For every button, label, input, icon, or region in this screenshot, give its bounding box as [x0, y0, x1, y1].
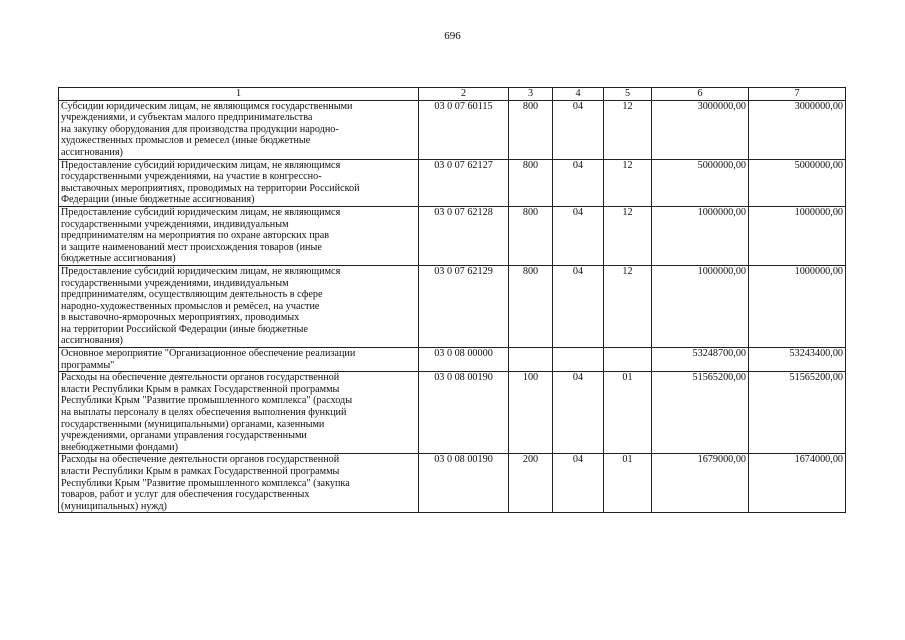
description-line: ассигнования) — [61, 146, 123, 158]
column-header: 5 — [604, 88, 652, 101]
amount-year-2: 1000000,00 — [749, 265, 846, 347]
description-line: выставочных мероприятиях, проводимых на территории Российской — [61, 182, 360, 194]
expense-type-code: 100 — [509, 372, 553, 454]
page-number: 696 — [444, 30, 461, 42]
description-line: власти Республики Крым в рамках Государственной программы — [61, 466, 340, 477]
subsection-code: 01 — [604, 372, 652, 454]
section-code: 04 — [553, 454, 604, 513]
target-article-code: 03 0 07 62128 — [419, 206, 509, 265]
row-description — [59, 265, 419, 347]
amount-year-1: 53248700,00 — [652, 348, 749, 372]
description-line: внебюджетными фондами) — [61, 441, 179, 453]
description-line: власти Республики Крым в рамках Государственной программы — [61, 383, 340, 395]
section-code: 04 — [553, 265, 604, 347]
row-description — [59, 159, 419, 206]
description-line: Республики Крым "Развитие промышленного комплекса" (расходы — [61, 395, 353, 407]
target-article-code: 03 0 08 00000 — [419, 348, 509, 372]
amount-year-1: 1000000,00 — [652, 265, 749, 347]
section-code: 04 — [553, 159, 604, 206]
table-row — [59, 206, 846, 265]
row-description — [59, 206, 419, 265]
amount-year-2: 3000000,00 — [749, 100, 846, 159]
description-line: Расходы на обеспечение деятельности органов государственной — [61, 454, 340, 466]
table-row — [59, 454, 846, 513]
row-description — [59, 100, 419, 159]
expense-type-code: 800 — [509, 206, 553, 265]
table-row — [59, 100, 846, 159]
section-code — [553, 348, 604, 372]
amount-year-1: 51565200,00 — [652, 372, 749, 454]
column-header: 7 — [749, 88, 846, 101]
description-line: бюджетные ассигнования) — [61, 253, 176, 265]
amount-year-1: 1679000,00 — [652, 454, 749, 513]
description-line: Республики Крым "Развитие промышленного комплекса" (закупка — [61, 477, 350, 489]
description-line: государственными учреждениями, индивидуальным — [61, 277, 289, 289]
table-body — [59, 100, 846, 513]
description-line: Субсидии юридическим лицам, не являющимся государственными — [61, 100, 353, 112]
description-line: на территории Российской Федерации (иные бюджетные — [61, 323, 308, 335]
column-header: 2 — [419, 88, 509, 101]
description-line: Предоставление субсидий юридическим лицам, не являющимся — [61, 159, 341, 171]
column-header: 1 — [59, 88, 419, 101]
expense-type-code: 800 — [509, 265, 553, 347]
amount-year-1: 1000000,00 — [652, 206, 749, 265]
expense-type-code: 800 — [509, 100, 553, 159]
expense-type-code: 200 — [509, 454, 553, 513]
section-code: 04 — [553, 206, 604, 265]
subsection-code — [604, 348, 652, 372]
amount-year-2: 5000000,00 — [749, 159, 846, 206]
description-line: на закупку оборудования для производства продукции народно- — [61, 123, 339, 135]
table-header — [59, 88, 846, 101]
target-article-code: 03 0 07 60115 — [419, 100, 509, 159]
description-line: Федерации (иные бюджетные ассигнования) — [61, 194, 255, 206]
column-header: 3 — [509, 88, 553, 101]
description-line: предпринимателям, осуществляющим деятельность в сфере — [61, 289, 323, 301]
amount-year-2: 1000000,00 — [749, 206, 846, 265]
table-row — [59, 348, 846, 372]
table-row — [59, 265, 846, 347]
subsection-code: 12 — [604, 159, 652, 206]
description-line: и защите наименований мест происхождения товаров (иные — [61, 241, 322, 253]
description-line: Предоставление субсидий юридическим лицам, не являющимся — [61, 206, 341, 218]
subsection-code: 12 — [604, 206, 652, 265]
section-code: 04 — [553, 100, 604, 159]
subsection-code: 01 — [604, 454, 652, 513]
column-header: 4 — [553, 88, 604, 101]
description-line: учреждениями, и субъектам малого предпринимательства — [61, 112, 313, 124]
description-line: Расходы на обеспечение деятельности органов государственной — [61, 372, 340, 384]
description-line: государственными учреждениями, индивидуальным — [61, 218, 289, 230]
description-line: (муниципальных) нужд) — [61, 500, 167, 512]
description-line: Основное мероприятие "Организационное обеспечение реализации — [61, 348, 356, 360]
description-line: Предоставление субсидий юридическим лицам, не являющимся — [61, 265, 341, 277]
description-line: товаров, работ и услуг для обеспечения государственных — [61, 489, 310, 501]
column-header: 6 — [652, 88, 749, 101]
description-line: художественных промыслов и ремесел (иные бюджетные — [61, 135, 311, 147]
target-article-code: 03 0 08 00190 — [419, 454, 509, 513]
table-row — [59, 372, 846, 454]
amount-year-2: 1674000,00 — [749, 454, 846, 513]
target-article-code: 03 0 07 62129 — [419, 265, 509, 347]
table-row — [59, 159, 846, 206]
row-description — [59, 454, 419, 513]
description-line: предпринимателям на мероприятия по охране авторских прав — [61, 230, 330, 242]
expense-type-code: 800 — [509, 159, 553, 206]
row-description — [59, 372, 419, 454]
description-line: в выставочно-ярморочных мероприятиях, проводимых — [61, 312, 300, 324]
header-row — [59, 88, 846, 101]
amount-year-1: 5000000,00 — [652, 159, 749, 206]
description-line: государственными учреждениями, на участие в конгрессно- — [61, 171, 322, 183]
amount-year-1: 3000000,00 — [652, 100, 749, 159]
budget-table — [58, 87, 846, 513]
description-line: учреждениями, органами управления государственными — [61, 430, 307, 442]
amount-year-2: 51565200,00 — [749, 372, 846, 454]
description-line: ассигнования) — [61, 335, 123, 347]
target-article-code: 03 0 07 62127 — [419, 159, 509, 206]
target-article-code: 03 0 08 00190 — [419, 372, 509, 454]
description-line: народно-художественных промыслов и ремёсел, на участие — [61, 300, 320, 312]
row-description — [59, 348, 419, 372]
expense-type-code — [509, 348, 553, 372]
description-line: государственными (муниципальными) органами, казенными — [61, 418, 325, 430]
description-line: программы" — [61, 359, 115, 371]
amount-year-2: 53243400,00 — [749, 348, 846, 372]
description-line: на выплаты персоналу в целях обеспечения выполнения функций — [61, 407, 347, 419]
section-code: 04 — [553, 372, 604, 454]
subsection-code: 12 — [604, 265, 652, 347]
subsection-code: 12 — [604, 100, 652, 159]
